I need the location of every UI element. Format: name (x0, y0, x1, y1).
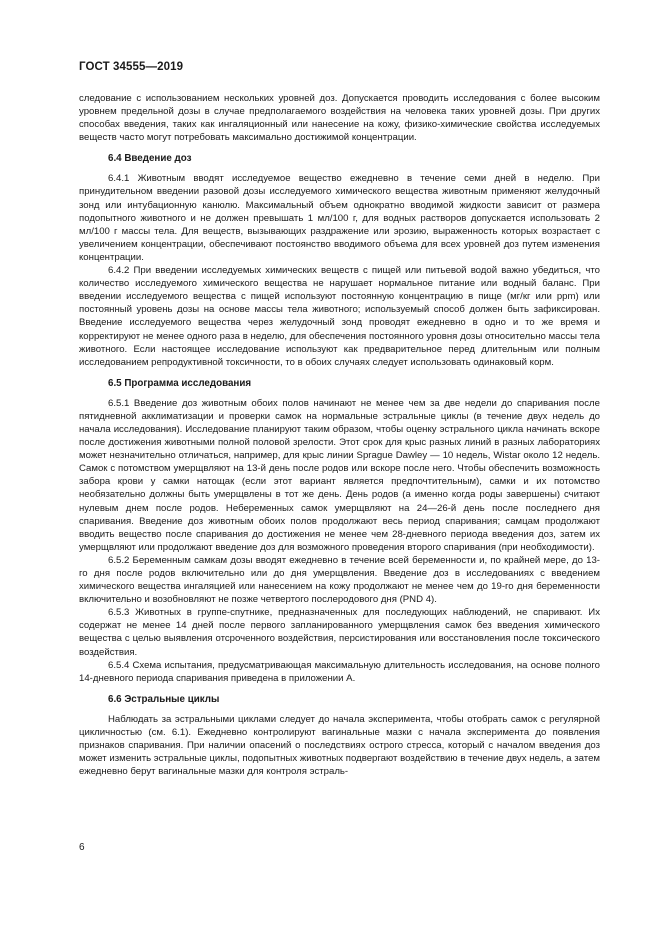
paragraph-6-4-1: 6.4.1 Животным вводят исследуемое вещество ежедневно в течение семи дней в неделю. При принудительном введении разовой дозы исследуемого химического вещества животным применяют желудочный зонд или интубационную канюлю. Максимальный объем однократно вводимой жидкости зависит от размера подопытного животного и не должен превышать 1 мл/100 г, для водных растворов допускается использовать 2 мл/100 г массы тела. Для веществ, вызывающих раздражение или эрозию, выраженность которых возрастает с увеличением концентрации, обеспечивают постоянство вводимого объема для всех уровней доз путем изменения концентрации. (79, 173, 600, 263)
paragraph-6-6: Наблюдать за эстральными циклами следует до начала эксперимента, чтобы отобрать самок с регулярной цикличностью (см. 6.1). Ежедневно контролируют вагинальные мазки с начала эксперимента до появления признаков спаривания. При наличии опасений о последствиях острого стресса, который с началом введения доз может изменить эстральные циклы, подопытных животных подвергают воздействию в течение двух недель, а затем ежедневно берут вагинальные мазки для контроля эстраль- (79, 713, 600, 778)
intro-paragraph: следование с использованием нескольких уровней доз. Допускается проводить исследования с более высоким уровнем предельной дозы в случае предполагаемого воздействия на человека таких уровней дозы. При других способах введения, таких как ингаляционный или нанесение на кожу, физико-химические свойства исследуемых веществ часто могут потребовать максимально достижимой концентрации. (79, 93, 600, 144)
paragraph-6-5-4: 6.5.4 Схема испытания, предусматривающая максимальную длительность исследования, на основе полного 14-дневного периода спаривания приведена в приложении А. (79, 659, 600, 684)
section-heading-6-4: 6.4 Введение доз (108, 153, 192, 165)
document-header: ГОСТ 34555—2019 (79, 61, 184, 73)
section-heading-6-6: 6.6 Эстральные циклы (108, 693, 220, 705)
paragraph-6-5-1: 6.5.1 Введение доз животным обоих полов начинают не менее чем за две недели до спаривания после пятидневной акклиматизации и проверки самок на нормальные эстральные циклы (в течение двух недель до начала исследования). Исследование планируют таким образом, чтобы оценку эстрального цикла начинать вскоре после достижения животными полной половой зрелости. Этот срок для крыс разных линий в разных лабораториях может незначительно отличаться, например, для крыс линии Sprague Dawley — 10 недель, Wistar около 12 недель. Самок с потомством умерщвляют на 13-й день после родов или вскоре после него. Чтобы обеспечить возможность забора крови у самки натощак (если этот вариант является предпочтительным), самки и их потомство необязательно должны быть умерщвлены в тот же день. День родов (а именно когда роды завершены) считают нулевым днем после родов. Небеременных самок умерщвляют на 24—26-й день после последнего дня спаривания. Введение доз животным обоих полов продолжают весь период спаривания; самцам продолжают вводить вещество после спаривания до достижения не менее чем 28-дневного периода введения доз, затем их умерщвляют или продолжают введение доз для возможного проведения второго спаривания (при необходимости). (79, 397, 600, 553)
paragraph-6-4-2: 6.4.2 При введении исследуемых химических веществ с пищей или питьевой водой важно убедиться, что количество исследуемого химического вещества не нарушает нормальное питание или водный баланс. При введении исследуемого вещества с пищей используют постоянную концентрацию в пище (мг/кг или ppm) или постоянный уровень дозы на основе массы тела животного; используемый способ должен быть зафиксирован. Введение исследуемого вещества через желудочный зонд проводят ежедневно в одно и то же время и корректируют не менее одного раза в неделю, для обеспечения постоянного уровня дозы относительно массы тела животного. Если настоящее исследование используют как предварительное перед длительным или полным исследованием репродуктивной токсичности, то в обоих случаях следует использовать одинаковый корм. (79, 265, 600, 368)
section-heading-6-5: 6.5 Программа исследования (108, 377, 252, 389)
page-number: 6 (79, 842, 85, 853)
paragraph-6-5-3: 6.5.3 Животных в группе-спутнике, предназначенных для последующих наблюдений, не спаривают. Их содержат не менее 14 дней после первого запланированного умерщвления самок без введения химического вещества с целью выявления отсроченного воздействия, персистирования или восстановления после токсического воздействия. (79, 607, 600, 658)
paragraph-6-5-2: 6.5.2 Беременным самкам дозы вводят ежедневно в течение всей беременности и, по крайней мере, до 13-го дня после родов включительно или до дня умерщвления. Введение доз в исследованиях с введением химического вещества ингаляцией или нанесением на кожу продолжают не менее чем до 19-го дня беременности включительно и возобновляют не позже четвертого послеродового дня (PND 4). (79, 554, 600, 606)
document-body (79, 92, 600, 778)
